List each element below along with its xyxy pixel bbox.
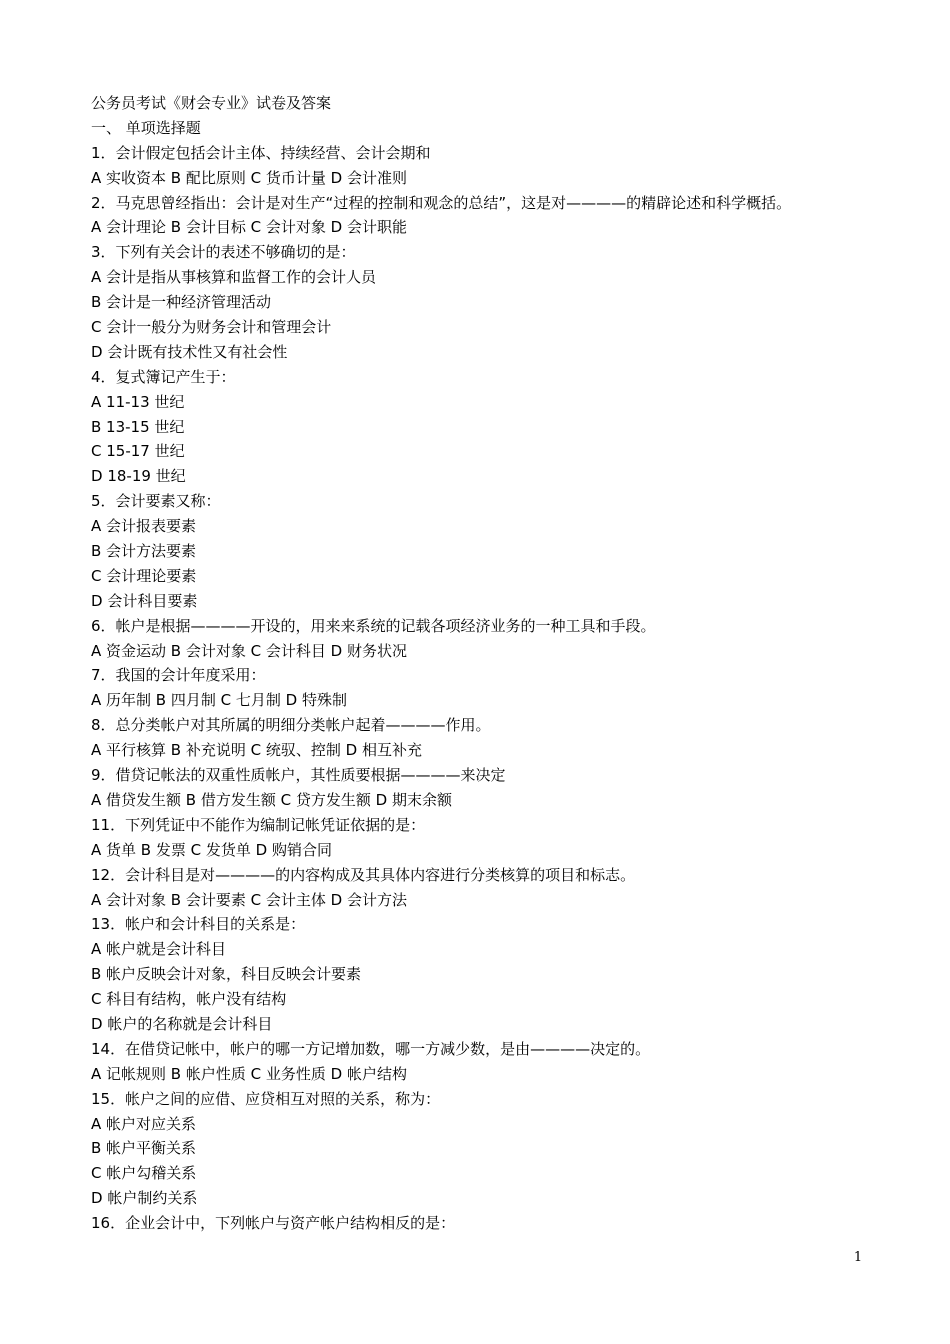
text-line: B 帐户反映会计对象，科目反映会计要素 (91, 965, 362, 984)
text-line: D 帐户制约关系 (91, 1189, 198, 1208)
text-line: 14．在借贷记帐中，帐户的哪一方记增加数，哪一方减少数，是由————决定的。 (91, 1039, 651, 1058)
document-title: 公务员考试《财会专业》试卷及答案 (91, 94, 332, 112)
text-line: 7．我国的会计年度采用： (91, 666, 266, 685)
text-line: 一、 单项选择题 (91, 118, 201, 137)
text-line: D 会计科目要素 (91, 591, 198, 610)
text-line: A 货单 B 发票 C 发货单 D 购销合同 (91, 840, 332, 859)
text-line: B 会计是一种经济管理活动 (91, 293, 272, 312)
text-line: D 18-19 世纪 (91, 467, 186, 486)
text-line: D 会计既有技术性又有社会性 (91, 342, 288, 361)
text-line: C 科目有结构，帐户没有结构 (91, 990, 287, 1009)
text-line: A 资金运动 B 会计对象 C 会计科目 D 财务状况 (91, 641, 407, 660)
text-line: 2．马克思曾经指出：会计是对生产“过程的控制和观念的总结”，这是对————的精辟论述和科学概括。 (91, 193, 792, 212)
text-line: A 借贷发生额 B 借方发生额 C 贷方发生额 D 期末余额 (91, 790, 452, 809)
text-line: A 会计是指从事核算和监督工作的会计人员 (91, 268, 377, 287)
text-line: 15．帐户之间的应借、应贷相互对照的关系，称为： (91, 1089, 441, 1108)
text-line: B 会计方法要素 (91, 542, 197, 561)
text-line: C 帐户勾稽关系 (91, 1164, 197, 1183)
text-line: 16．企业会计中，下列帐户与资产帐户结构相反的是： (91, 1214, 456, 1233)
text-line: A 会计报表要素 (91, 517, 197, 536)
document-body (91, 91, 911, 1236)
text-line: A 会计对象 B 会计要素 C 会计主体 D 会计方法 (91, 890, 407, 909)
question-list (91, 116, 911, 1236)
text-line: A 平行核算 B 补充说明 C 统驭、控制 D 相互补充 (91, 741, 422, 760)
text-line: 6．帐户是根据————开设的，用来来系统的记载各项经济业务的一种工具和手段。 (91, 616, 656, 635)
text-line: C 15-17 世纪 (91, 442, 185, 461)
text-line: A 帐户对应关系 (91, 1114, 197, 1133)
text-line: A 历年制 B 四月制 C 七月制 D 特殊制 (91, 691, 347, 710)
text-line: 8．总分类帐户对其所属的明细分类帐户起着————作用。 (91, 716, 491, 735)
text-line: B 帐户平衡关系 (91, 1139, 197, 1158)
text-line: 4．复式簿记产生于： (91, 367, 236, 386)
text-line: C 会计理论要素 (91, 566, 197, 585)
text-line: A 会计理论 B 会计目标 C 会计对象 D 会计职能 (91, 218, 407, 237)
text-line: 1．会计假定包括会计主体、持续经营、会计会期和 (91, 143, 431, 162)
text-line: 5．会计要素又称： (91, 492, 221, 511)
text-line: A 记帐规则 B 帐户性质 C 业务性质 D 帐户结构 (91, 1064, 407, 1083)
text-line: 12．会计科目是对————的内容构成及其具体内容进行分类核算的项目和标志。 (91, 865, 636, 884)
text-line: A 11-13 世纪 (91, 392, 185, 411)
text-line: 13．帐户和会计科目的关系是： (91, 915, 306, 934)
text-line: 9．借贷记帐法的双重性质帐户，其性质要根据————来决定 (91, 766, 506, 785)
text-line: 3．下列有关会计的表述不够确切的是： (91, 243, 356, 262)
text-line: B 13-15 世纪 (91, 417, 185, 436)
text-line: A 实收资本 B 配比原则 C 货币计量 D 会计准则 (91, 168, 407, 187)
text-line: D 帐户的名称就是会计科目 (91, 1014, 273, 1033)
text-line: C 会计一般分为财务会计和管理会计 (91, 318, 332, 337)
text-line: 11．下列凭证中不能作为编制记帐凭证依据的是： (91, 815, 426, 834)
text-line: A 帐户就是会计科目 (91, 940, 227, 959)
page-number: 1 (853, 1250, 863, 1265)
